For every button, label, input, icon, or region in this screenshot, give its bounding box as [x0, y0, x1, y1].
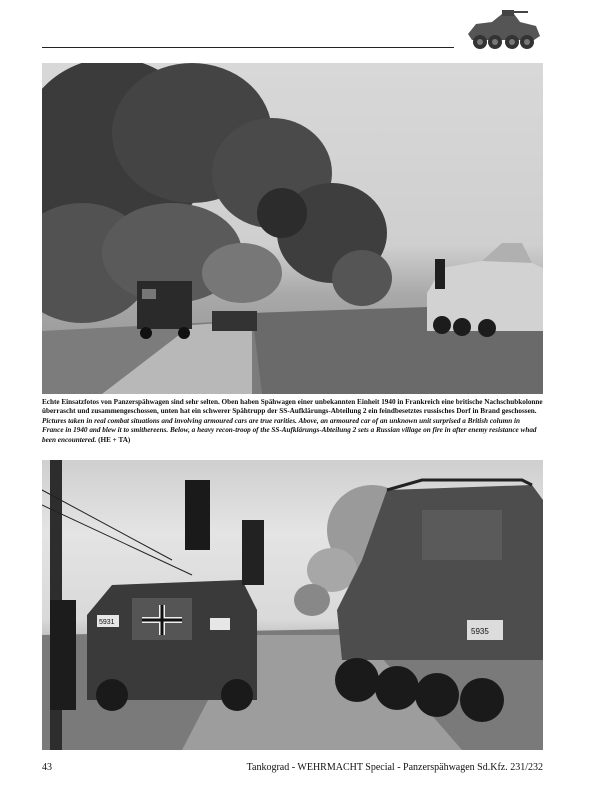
plate-right: 5935	[471, 627, 489, 636]
caption-credit: (HE + TA)	[98, 435, 131, 444]
smoke-cloud	[42, 63, 392, 323]
page-number: 43	[42, 762, 52, 773]
armored-car-top	[427, 243, 543, 337]
caption-german: Echte Einsatzfotos von Panzerspähwagen sind sehr selten. Oben haben Spähwagen einer unbekannten Einheit 1940 in Frankreich eine britische Nachschubkolonne überrascht und zusammengeschossen, unten hat ein schwerer Spähtrupp der SS-Aufklärungs-Abteilung 2 ein feindbesetztes russisches Dorf in Brand geschossen.	[42, 398, 543, 416]
header-rule	[42, 47, 454, 48]
photo-burning-convoy	[42, 63, 543, 394]
armored-car-rear	[87, 480, 264, 711]
plate-left: 5931	[99, 619, 115, 626]
caption-english: Pictures taken in real combat situations and involving armoured cars are true rarities. Above, an armoured car of an unknown unit surprised a British column in France in 1940 and blew it to smithereens. Below, a heavy recon-troop of the SS-Aufklärungs-Abteilung 2 sets a Russian village on fire in after enemy resistance whad been encountered.	[42, 416, 537, 444]
photo-recon-troop	[42, 460, 543, 750]
commander-standing	[185, 480, 210, 550]
soldier	[435, 259, 445, 289]
soldier-left	[50, 600, 76, 710]
photo-caption	[42, 398, 543, 445]
armored-car-icon	[462, 8, 544, 52]
footer-title: Tankograd - WEHRMACHT Special - Panzerspähwagen Sd.Kfz. 231/232	[246, 762, 543, 773]
soldier-beside-car	[242, 520, 264, 585]
burning-vehicle	[212, 311, 257, 331]
